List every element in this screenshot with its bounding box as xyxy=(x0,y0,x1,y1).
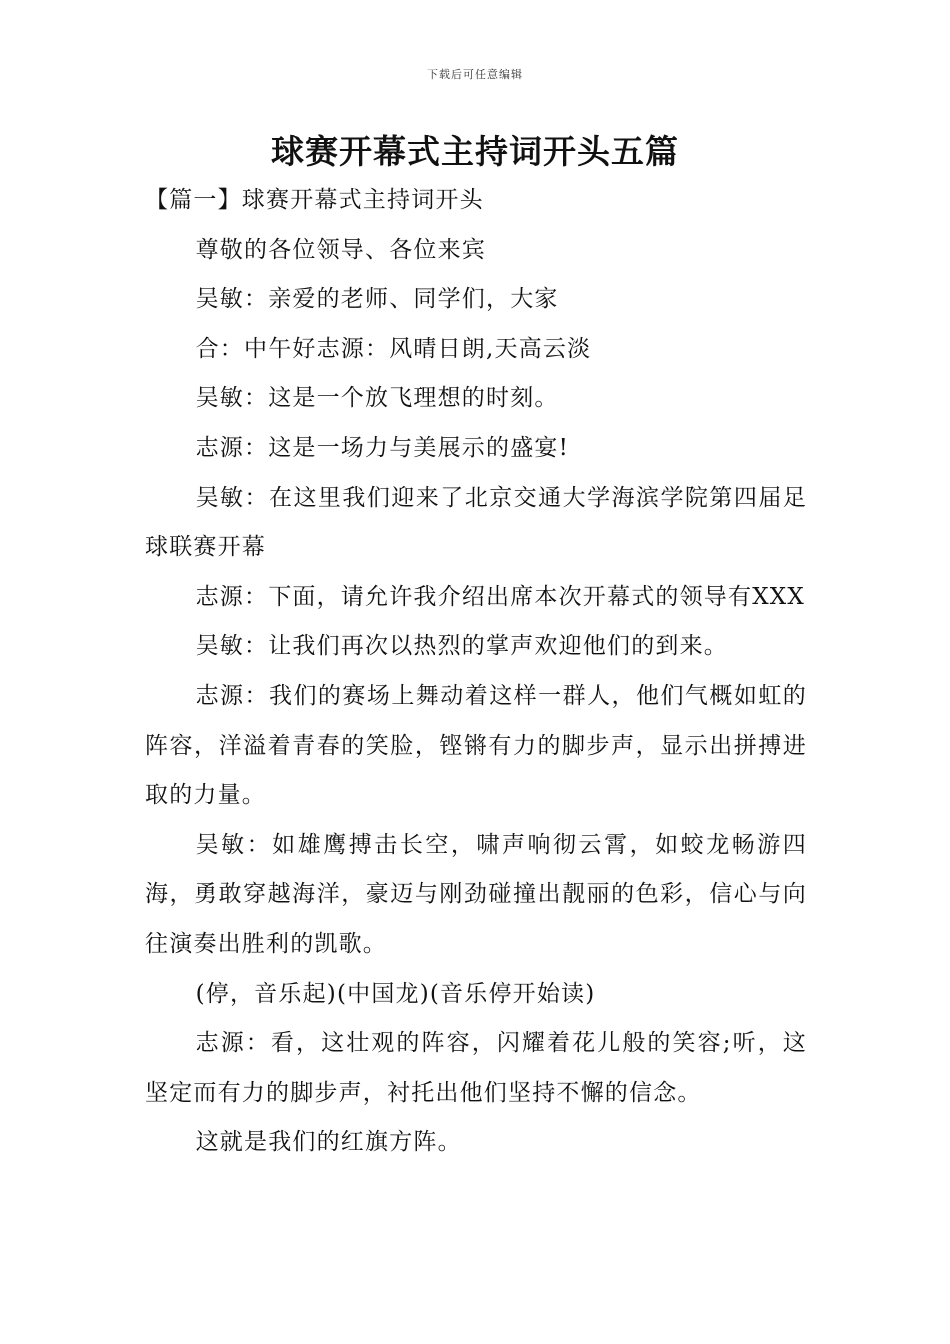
paragraph-4: 吴敏：这是一个放飞理想的时刻。 xyxy=(195,385,559,412)
paragraph-11: (停，音乐起)(中国龙)(音乐停开始读) xyxy=(195,980,596,1007)
paragraph-3: 合：中午好志源：风晴日朗,天高云淡 xyxy=(195,335,592,362)
paragraph-6: 吴敏：在这里我们迎来了北京交通大学海滨学院第四届足球联赛开幕 xyxy=(145,484,807,561)
paragraph-10: 吴敏：如雄鹰搏击长空，啸声响彻云霄，如蛟龙畅游四海，勇敢穿越海洋，豪迈与刚劲碰撞出靓丽的色彩，信心与向往演奏出胜利的凯歌。 xyxy=(145,831,807,957)
paragraph-1: 尊敬的各位领导、各位来宾 xyxy=(195,236,486,263)
header-note: 下载后可任意编辑 xyxy=(427,68,523,81)
paragraph-8: 吴敏：让我们再次以热烈的掌声欢迎他们的到来。 xyxy=(195,633,728,660)
paragraph-5: 志源：这是一场力与美展示的盛宴! xyxy=(195,434,570,461)
document-title: 球赛开幕式主持词开头五篇 xyxy=(271,132,679,171)
section-heading: 【篇一】球赛开幕式主持词开头 xyxy=(145,187,484,213)
paragraph-12: 志源：看，这壮观的阵容，闪耀着花儿般的笑容;听，这坚定而有力的脚步声，衬托出他们坚持不懈的信念。 xyxy=(145,1030,807,1106)
paragraph-2: 吴敏：亲爱的老师、同学们，大家 xyxy=(195,286,559,313)
paragraph-13: 这就是我们的红旗方阵。 xyxy=(195,1129,462,1156)
paragraph-9: 志源：我们的赛场上舞动着这样一群人，他们气概如虹的阵容，洋溢着青春的笑脸，铿锵有力的脚步声，显示出拼搏进取的力量。 xyxy=(145,682,807,809)
paragraph-7: 志源：下面，请允许我介绍出席本次开幕式的领导有XXX xyxy=(195,583,805,610)
document-body xyxy=(145,176,807,1168)
